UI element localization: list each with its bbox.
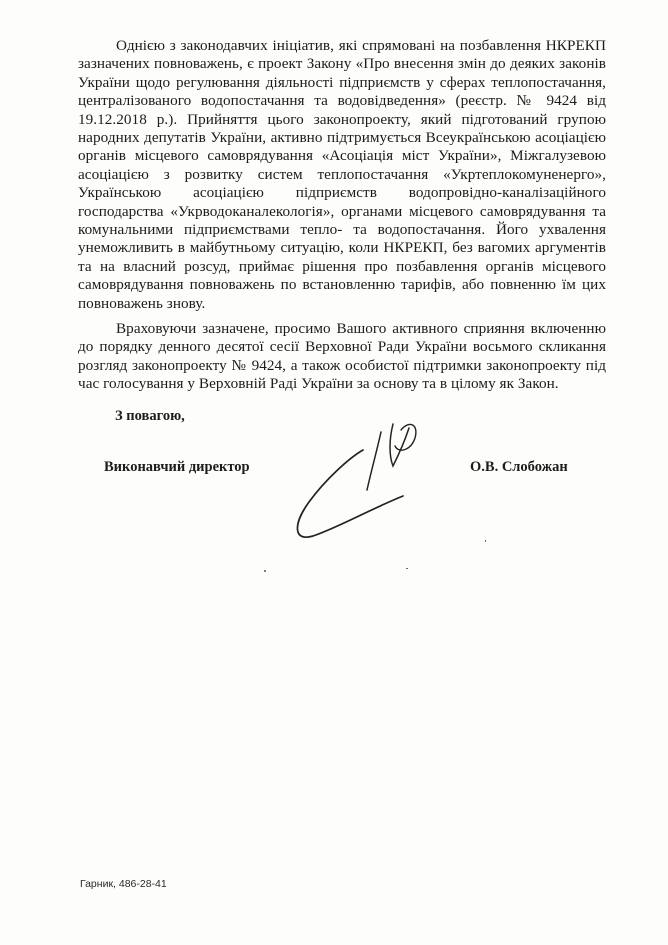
signatory-position: Виконавчий директор xyxy=(104,459,250,475)
scan-speck xyxy=(264,570,266,572)
scan-speck xyxy=(485,540,486,542)
signatory-name: О.В. Слобожан xyxy=(470,459,568,475)
footer-contact: Гарник, 486-28-41 xyxy=(80,878,167,890)
body-paragraph-2: Враховуючи зазначене, просимо Вашого активного сприяння включенню до порядку денного десятої сесії Верховної Ради України восьмого скликання розгляд законопроекту № 9424, а також особистої підтримки законопроекту під час голосування у Верховній Раді України за основу та в цілому як Закон. xyxy=(78,320,606,393)
scan-speck xyxy=(406,568,408,569)
closing-salutation: З повагою, xyxy=(115,408,185,424)
handwritten-signature xyxy=(285,410,435,550)
body-paragraph-1: Однією з законодавчих ініціатив, які спрямовані на позбавлення НКРЕКП зазначених повноважень, є проект Закону «Про внесення змін до деяких законів України щодо регулювання діяльності підприємств у сферах теплопостачання, централізованого водопостачання та водовідведення» (реєстр. № 9424 від 19.12.2018 р.). Прийняття цього законопроекту, який підготований групою народних депутатів України, активно підтримується Всеукраїнською асоціацією органів місцевого самоврядування «Асоціація міст України», Міжгалузевою асоціацією з розвитку систем теплопостачання «Укртеплокомуненерго», Українською асоціацією підприємств водопровідно-каналізаційного господарства «Укрводоканалекологія», органами місцевого самоврядування та комунальними підприємствами тепло- та водопостачання. Його ухвалення унеможливить в майбутньому ситуацію, коли НКРЕКП, без вагомих аргументів та на власний розсуд, приймає рішення про позбавлення органів місцевого самоврядування повноважень по встановленню тарифів, або повненню їм цих повноважень знову. xyxy=(78,37,606,312)
